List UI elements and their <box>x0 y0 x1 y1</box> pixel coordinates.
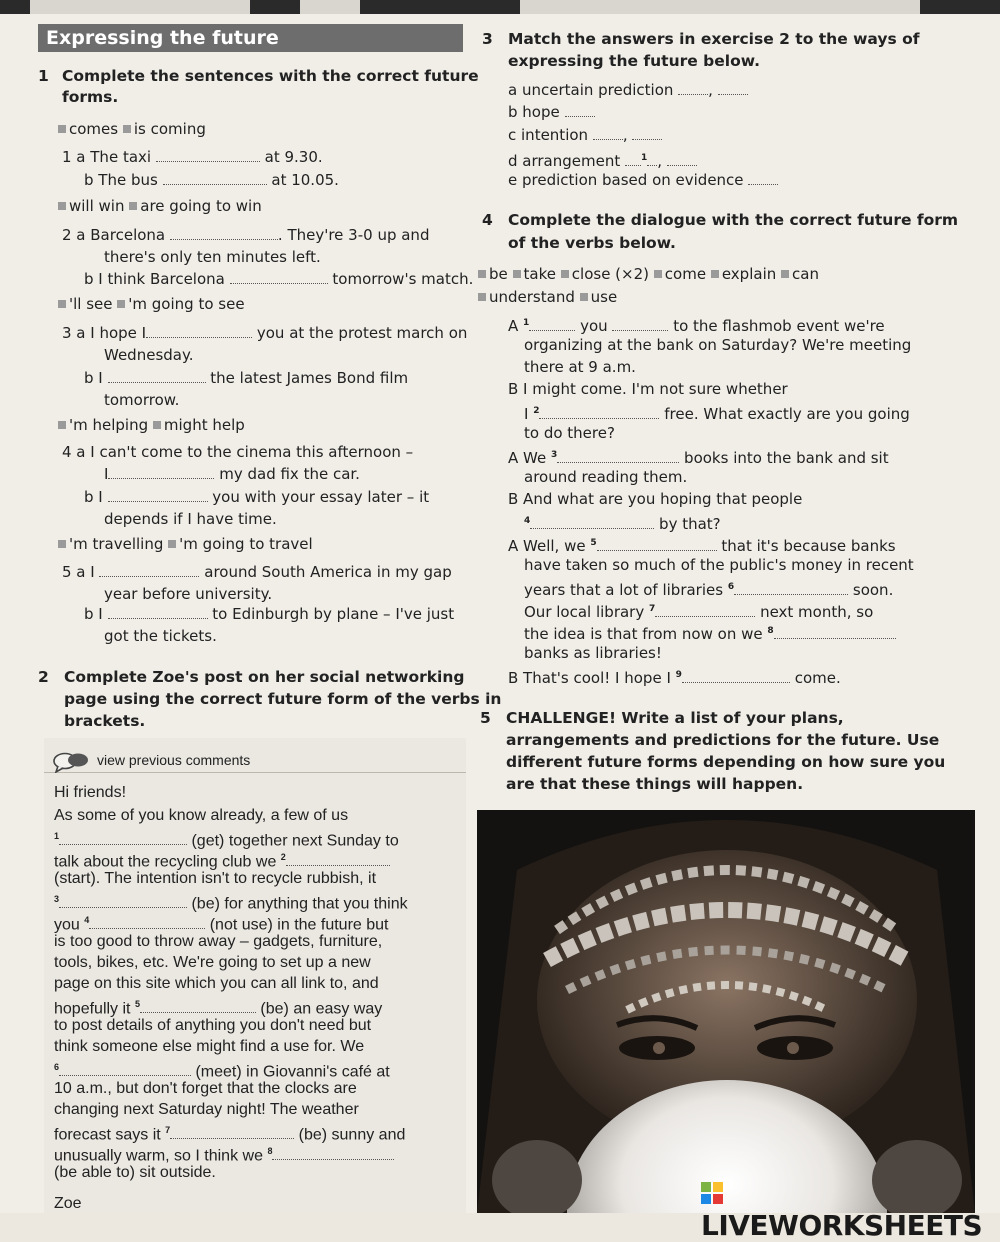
answer-blank[interactable] <box>170 225 278 240</box>
liveworksheets-logo-icon <box>701 1178 723 1200</box>
ex1-item-4a: 4 a I can't come to the cinema this afternoon – <box>62 443 414 461</box>
dialogue-line: B That's cool! I hope I $^9$ come. <box>508 669 841 687</box>
section-header <box>38 24 463 52</box>
ex1-item-3a-cont: Wednesday. <box>104 346 194 364</box>
post-line: As some of you know already, a few of us <box>54 807 349 824</box>
answer-blank[interactable] <box>146 323 252 338</box>
answer-blank[interactable] <box>89 914 205 929</box>
ex1-item-4b: b I you with your essay later – it <box>84 488 430 506</box>
dialogue-line: years that a lot of libraries $^6$ soon. <box>524 581 894 599</box>
view-previous-comments-link[interactable]: view previous comments <box>97 752 251 768</box>
dialogue-line: A We $^3$ books into the bank and sit <box>508 449 889 467</box>
word-box-1: comes is coming <box>58 119 206 140</box>
ex3-number: 3 <box>482 30 493 48</box>
ex5-instruction-line1: CHALLENGE! Write a list of your plans, <box>506 709 844 727</box>
ex4-word-box: be take close (×2) come explain can <box>478 264 819 285</box>
answer-blank[interactable] <box>140 998 256 1013</box>
post-line: to post details of anything you don't need but <box>54 1017 372 1034</box>
dialogue-line: A Well, we $^5$ that it's because banks <box>508 537 896 555</box>
dialogue-line: B I might come. I'm not sure whether <box>508 380 788 398</box>
answer-blank[interactable] <box>667 151 697 166</box>
dialogue-line: banks as libraries! <box>524 644 662 662</box>
answer-blank[interactable] <box>625 151 641 166</box>
post-line: $^3$ (be) for anything that you think <box>54 894 408 913</box>
answer-blank[interactable] <box>59 830 187 845</box>
dialogue-line: the idea is that from now on we $^8$ <box>524 621 896 645</box>
post-line: page on this site which you can all link to, and <box>54 975 379 992</box>
answer-blank[interactable] <box>530 514 654 529</box>
answer-blank[interactable] <box>108 487 208 502</box>
ex5-instruction-line4: are that these things will happen. <box>506 775 804 793</box>
post-signature: Zoe <box>54 1195 82 1212</box>
ex1-item-2a: 2 a Barcelona . They're 3-0 up and <box>62 226 430 244</box>
dialogue-line: A $^1$ you to the flashmob event we're <box>508 317 885 335</box>
ex4-number: 4 <box>482 211 493 229</box>
answer-blank[interactable] <box>647 151 657 166</box>
answer-blank[interactable] <box>655 602 755 617</box>
ex1-item-1b: b The bus at 10.05. <box>84 171 339 189</box>
answer-blank[interactable] <box>286 851 390 866</box>
answer-blank[interactable] <box>557 448 679 463</box>
ex5-instruction-line2: arrangements and predictions for the future. Use <box>506 731 940 749</box>
post-line: is too good to throw away – gadgets, furniture, <box>54 933 383 950</box>
post-line: unusually warm, so I think we $^8$ <box>54 1141 394 1166</box>
comments-icon[interactable] <box>52 751 90 777</box>
answer-blank[interactable] <box>678 80 708 95</box>
top-photo-strip <box>0 0 1000 14</box>
word-box-3: 'll see 'm going to see <box>58 294 245 315</box>
answer-blank[interactable] <box>59 893 187 908</box>
ex1-item-4b-cont: depends if I have time. <box>104 510 277 528</box>
dialogue-line: $^4$ by that? <box>524 515 721 533</box>
bullet-square-icon <box>711 270 719 278</box>
bullet-square-icon <box>654 270 662 278</box>
ex3-instruction-line1: Match the answers in exercise 2 to the ways of <box>508 30 920 48</box>
answer-blank[interactable] <box>59 1061 191 1076</box>
dialogue-line: Our local library $^7$ next month, so <box>524 603 874 621</box>
post-line: $^1$ (get) together next Sunday to <box>54 831 399 850</box>
answer-blank[interactable] <box>272 1145 394 1160</box>
ex1-item-5b-cont: got the tickets. <box>104 627 217 645</box>
ex1-item-1a: 1 a The taxi at 9.30. <box>62 148 323 166</box>
ex3-item-c: c intention , <box>508 125 662 146</box>
ex2-number: 2 <box>38 668 49 686</box>
section-title: Expressing the future <box>46 27 279 49</box>
post-line: hopefully it $^5$ (be) an easy way <box>54 999 383 1018</box>
post-line: tools, bikes, etc. We're going to set up a new <box>54 954 371 971</box>
answer-blank[interactable] <box>539 404 659 419</box>
ex3-item-b: b hope <box>508 102 595 123</box>
ex3-item-d: d arrangement $^1$ , <box>508 148 697 172</box>
ex2-instruction-line3: brackets. <box>64 712 146 730</box>
bullet-square-icon <box>58 540 66 548</box>
post-greeting: Hi friends! <box>54 784 127 801</box>
ex5-instruction-line3: different future forms depending on how sure you <box>506 753 946 771</box>
fortune-teller-photo <box>477 810 975 1213</box>
word-box-4: 'm helping might help <box>58 415 245 436</box>
ex1-item-5a-cont: year before university. <box>104 585 273 603</box>
ex1-item-5b: b I to Edinburgh by plane – I've just <box>84 605 455 623</box>
dialogue-line: there at 9 a.m. <box>524 358 636 376</box>
ex1-instruction-line2: forms. <box>62 88 119 106</box>
ex1-number: 1 <box>38 67 49 85</box>
bullet-square-icon <box>580 293 588 301</box>
post-line: 10 a.m., but don't forget that the clocks are <box>54 1080 357 1097</box>
ex4-instruction-line1: Complete the dialogue with the correct future form <box>508 211 959 229</box>
bullet-square-icon <box>478 270 486 278</box>
answer-blank[interactable] <box>108 604 208 619</box>
dialogue-line: I $^2$ free. What exactly are you going <box>524 405 910 423</box>
bullet-square-icon <box>153 421 161 429</box>
liveworksheets-logo: LIVEWORKSHEETS <box>701 1176 1000 1242</box>
bullet-square-icon <box>781 270 789 278</box>
answer-blank[interactable] <box>718 80 748 95</box>
bullet-square-icon <box>58 300 66 308</box>
bullet-square-icon <box>168 540 176 548</box>
ex1-item-4a-cont: I my dad fix the car. <box>104 465 360 483</box>
dialogue-line: to do there? <box>524 424 615 442</box>
ex3-instruction-line2: expressing the future below. <box>508 52 760 70</box>
post-line: forecast says it $^7$ (be) sunny and <box>54 1125 406 1144</box>
dialogue-line: have taken so much of the public's money in recent <box>524 556 914 574</box>
answer-blank[interactable] <box>748 170 778 185</box>
answer-blank[interactable] <box>99 562 199 577</box>
answer-blank[interactable] <box>597 536 717 551</box>
ex4-instruction-line2: of the verbs below. <box>508 234 676 252</box>
post-line: (start). The intention isn't to recycle rubbish, it <box>54 870 377 887</box>
ex1-item-3b: b I the latest James Bond film <box>84 369 409 387</box>
ex1-item-2a-cont: there's only ten minutes left. <box>104 248 321 266</box>
answer-blank[interactable] <box>734 580 848 595</box>
answer-blank[interactable] <box>108 464 214 479</box>
ex3-item-e: e prediction based on evidence <box>508 170 778 191</box>
ex4-word-box-cont: understand use <box>478 287 617 308</box>
ex5-number: 5 <box>480 709 491 727</box>
answer-blank[interactable] <box>565 102 595 117</box>
bullet-square-icon <box>123 125 131 133</box>
ex2-instruction-line1: Complete Zoe's post on her social networking <box>64 668 465 686</box>
dialogue-line: around reading them. <box>524 468 688 486</box>
post-line: changing next Saturday night! The weather <box>54 1101 359 1118</box>
ex2-instruction-line2: page using the correct future form of the verbs in <box>64 690 502 708</box>
dialogue-line: organizing at the bank on Saturday? We're meeting <box>524 336 912 354</box>
word-box-5: 'm travelling 'm going to travel <box>58 534 313 555</box>
bullet-square-icon <box>58 125 66 133</box>
answer-blank[interactable] <box>682 668 790 683</box>
bullet-square-icon <box>117 300 125 308</box>
answer-blank[interactable] <box>774 624 896 639</box>
ex1-item-5a: 5 a I around South America in my gap <box>62 563 452 581</box>
dialogue-line: B And what are you hoping that people <box>508 490 803 508</box>
post-line: (be able to) sit outside. <box>54 1164 216 1181</box>
bullet-square-icon <box>513 270 521 278</box>
answer-blank[interactable] <box>529 316 575 331</box>
bullet-square-icon <box>478 293 486 301</box>
ex1-item-2b: b I think Barcelona tomorrow's match. <box>84 270 474 288</box>
post-line: you $^4$ (not use) in the future but <box>54 915 389 934</box>
ex1-item-3a: 3 a I hope I you at the protest march on <box>62 324 468 342</box>
ex1-item-3b-cont: tomorrow. <box>104 391 180 409</box>
answer-blank[interactable] <box>163 170 267 185</box>
answer-blank[interactable] <box>170 1124 294 1139</box>
answer-blank[interactable] <box>156 147 260 162</box>
answer-blank[interactable] <box>612 316 668 331</box>
answer-blank[interactable] <box>632 125 662 140</box>
post-line: $^6$ (meet) in Giovanni's café at <box>54 1062 390 1081</box>
word-box-2: will win are going to win <box>58 196 262 217</box>
bullet-square-icon <box>561 270 569 278</box>
answer-blank[interactable] <box>593 125 623 140</box>
post-line: think someone else might find a use for. We <box>54 1038 365 1055</box>
post-line: talk about the recycling club we $^2$ <box>54 847 390 872</box>
bullet-square-icon <box>129 202 137 210</box>
bullet-square-icon <box>58 202 66 210</box>
answer-blank[interactable] <box>230 269 328 284</box>
answer-blank[interactable] <box>108 368 206 383</box>
bullet-square-icon <box>58 421 66 429</box>
ex1-instruction-line1: Complete the sentences with the correct future <box>62 67 479 85</box>
ex3-item-a: a uncertain prediction , <box>508 80 748 101</box>
